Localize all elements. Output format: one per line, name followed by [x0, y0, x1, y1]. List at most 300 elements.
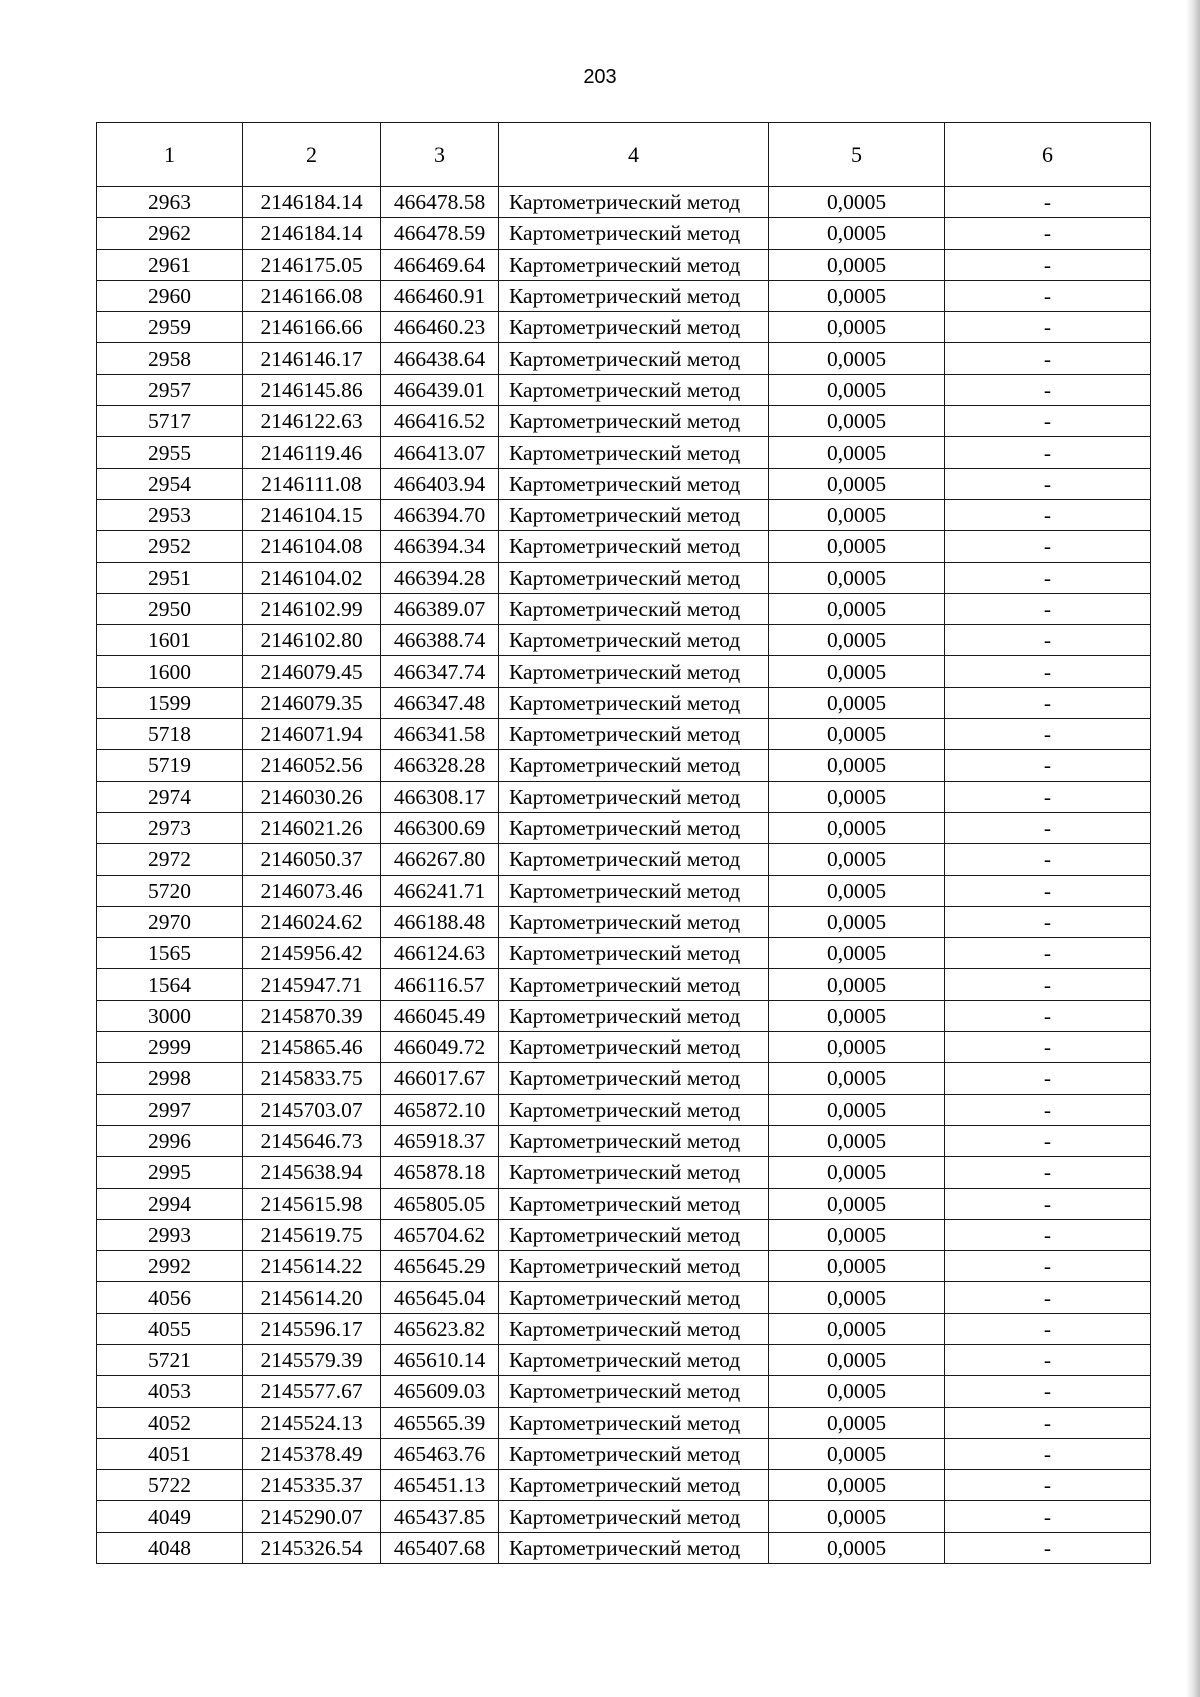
y-coordinate-cell: 466416.52	[381, 406, 499, 437]
point-number-cell: 5717	[97, 406, 243, 437]
table-row	[97, 343, 1151, 374]
note-cell: -	[945, 625, 1151, 656]
method-cell: Картометрический метод	[499, 1313, 769, 1344]
note-cell: -	[945, 1094, 1151, 1125]
accuracy-cell: 0,0005	[769, 249, 945, 280]
point-number-cell: 2955	[97, 437, 243, 468]
method-cell: Картометрический метод	[499, 593, 769, 624]
y-coordinate-cell: 466413.07	[381, 437, 499, 468]
header-cell-4: 4	[499, 123, 769, 187]
method-cell: Картометрический метод	[499, 719, 769, 750]
point-number-cell: 4055	[97, 1313, 243, 1344]
note-cell: -	[945, 875, 1151, 906]
x-coordinate-cell: 2145579.39	[243, 1344, 381, 1375]
method-cell: Картометрический метод	[499, 374, 769, 405]
y-coordinate-cell: 466124.63	[381, 938, 499, 969]
note-cell: -	[945, 1313, 1151, 1344]
point-number-cell: 2960	[97, 280, 243, 311]
x-coordinate-cell: 2145378.49	[243, 1438, 381, 1469]
point-number-cell: 2958	[97, 343, 243, 374]
table-row	[97, 1313, 1151, 1344]
accuracy-cell: 0,0005	[769, 312, 945, 343]
method-cell: Картометрический метод	[499, 1219, 769, 1250]
table-row	[97, 499, 1151, 530]
x-coordinate-cell: 2146052.56	[243, 750, 381, 781]
method-cell: Картометрический метод	[499, 750, 769, 781]
x-coordinate-cell: 2145596.17	[243, 1313, 381, 1344]
table-row	[97, 406, 1151, 437]
accuracy-cell: 0,0005	[769, 781, 945, 812]
note-cell: -	[945, 1219, 1151, 1250]
method-cell: Картометрический метод	[499, 1063, 769, 1094]
x-coordinate-cell: 2146166.66	[243, 312, 381, 343]
note-cell: -	[945, 187, 1151, 218]
point-number-cell: 2994	[97, 1188, 243, 1219]
y-coordinate-cell: 466308.17	[381, 781, 499, 812]
accuracy-cell: 0,0005	[769, 906, 945, 937]
y-coordinate-cell: 466328.28	[381, 750, 499, 781]
y-coordinate-cell: 465645.04	[381, 1282, 499, 1313]
y-coordinate-cell: 465565.39	[381, 1407, 499, 1438]
accuracy-cell: 0,0005	[769, 1282, 945, 1313]
note-cell: -	[945, 562, 1151, 593]
x-coordinate-cell: 2145290.07	[243, 1501, 381, 1532]
header-cell-3: 3	[381, 123, 499, 187]
note-cell: -	[945, 1344, 1151, 1375]
y-coordinate-cell: 466460.23	[381, 312, 499, 343]
method-cell: Картометрический метод	[499, 687, 769, 718]
method-cell: Картометрический метод	[499, 1188, 769, 1219]
accuracy-cell: 0,0005	[769, 593, 945, 624]
note-cell: -	[945, 938, 1151, 969]
note-cell: -	[945, 1063, 1151, 1094]
x-coordinate-cell: 2145646.73	[243, 1125, 381, 1156]
x-coordinate-cell: 2146030.26	[243, 781, 381, 812]
accuracy-cell: 0,0005	[769, 1251, 945, 1282]
note-cell: -	[945, 468, 1151, 499]
y-coordinate-cell: 466438.64	[381, 343, 499, 374]
point-number-cell: 2957	[97, 374, 243, 405]
point-number-cell: 2950	[97, 593, 243, 624]
note-cell: -	[945, 781, 1151, 812]
accuracy-cell: 0,0005	[769, 625, 945, 656]
accuracy-cell: 0,0005	[769, 1000, 945, 1031]
y-coordinate-cell: 466017.67	[381, 1063, 499, 1094]
point-number-cell: 1601	[97, 625, 243, 656]
y-coordinate-cell: 466049.72	[381, 1032, 499, 1063]
accuracy-cell: 0,0005	[769, 1376, 945, 1407]
y-coordinate-cell: 465878.18	[381, 1157, 499, 1188]
table-row	[97, 844, 1151, 875]
method-cell: Картометрический метод	[499, 812, 769, 843]
point-number-cell: 2998	[97, 1063, 243, 1094]
point-number-cell: 4056	[97, 1282, 243, 1313]
accuracy-cell: 0,0005	[769, 812, 945, 843]
note-cell: -	[945, 312, 1151, 343]
method-cell: Картометрический метод	[499, 1000, 769, 1031]
method-cell: Картометрический метод	[499, 1532, 769, 1563]
accuracy-cell: 0,0005	[769, 938, 945, 969]
y-coordinate-cell: 466300.69	[381, 812, 499, 843]
note-cell: -	[945, 437, 1151, 468]
note-cell: -	[945, 249, 1151, 280]
note-cell: -	[945, 812, 1151, 843]
table-row	[97, 1094, 1151, 1125]
table-row	[97, 218, 1151, 249]
point-number-cell: 4048	[97, 1532, 243, 1563]
x-coordinate-cell: 2146102.99	[243, 593, 381, 624]
x-coordinate-cell: 2146175.05	[243, 249, 381, 280]
y-coordinate-cell: 466469.64	[381, 249, 499, 280]
y-coordinate-cell: 465407.68	[381, 1532, 499, 1563]
table-row	[97, 593, 1151, 624]
point-number-cell: 4049	[97, 1501, 243, 1532]
accuracy-cell: 0,0005	[769, 437, 945, 468]
x-coordinate-cell: 2146050.37	[243, 844, 381, 875]
note-cell: -	[945, 1376, 1151, 1407]
note-cell: -	[945, 374, 1151, 405]
accuracy-cell: 0,0005	[769, 1188, 945, 1219]
scan-edge-shadow	[1186, 0, 1200, 1697]
y-coordinate-cell: 466347.74	[381, 656, 499, 687]
y-coordinate-cell: 466394.70	[381, 499, 499, 530]
table-row	[97, 906, 1151, 937]
y-coordinate-cell: 466389.07	[381, 593, 499, 624]
method-cell: Картометрический метод	[499, 656, 769, 687]
table-row	[97, 1251, 1151, 1282]
point-number-cell: 2953	[97, 499, 243, 530]
accuracy-cell: 0,0005	[769, 1032, 945, 1063]
y-coordinate-cell: 466188.48	[381, 906, 499, 937]
x-coordinate-cell: 2146184.14	[243, 187, 381, 218]
table-row	[97, 1063, 1151, 1094]
accuracy-cell: 0,0005	[769, 531, 945, 562]
point-number-cell: 1565	[97, 938, 243, 969]
y-coordinate-cell: 465805.05	[381, 1188, 499, 1219]
accuracy-cell: 0,0005	[769, 1157, 945, 1188]
table-row	[97, 969, 1151, 1000]
point-number-cell: 2961	[97, 249, 243, 280]
accuracy-cell: 0,0005	[769, 1063, 945, 1094]
table-row	[97, 1000, 1151, 1031]
y-coordinate-cell: 465645.29	[381, 1251, 499, 1282]
y-coordinate-cell: 465872.10	[381, 1094, 499, 1125]
table-row	[97, 1470, 1151, 1501]
x-coordinate-cell: 2145947.71	[243, 969, 381, 1000]
accuracy-cell: 0,0005	[769, 656, 945, 687]
method-cell: Картометрический метод	[499, 1282, 769, 1313]
note-cell: -	[945, 1032, 1151, 1063]
note-cell: -	[945, 844, 1151, 875]
table-row	[97, 1532, 1151, 1563]
accuracy-cell: 0,0005	[769, 187, 945, 218]
table-row	[97, 312, 1151, 343]
table-row	[97, 249, 1151, 280]
x-coordinate-cell: 2145614.20	[243, 1282, 381, 1313]
point-number-cell: 2952	[97, 531, 243, 562]
table-row	[97, 187, 1151, 218]
y-coordinate-cell: 466347.48	[381, 687, 499, 718]
header-cell-6: 6	[945, 123, 1151, 187]
point-number-cell: 2951	[97, 562, 243, 593]
accuracy-cell: 0,0005	[769, 499, 945, 530]
note-cell: -	[945, 1157, 1151, 1188]
table-row	[97, 875, 1151, 906]
accuracy-cell: 0,0005	[769, 1532, 945, 1563]
y-coordinate-cell: 466045.49	[381, 1000, 499, 1031]
y-coordinate-cell: 466116.57	[381, 969, 499, 1000]
table-row	[97, 437, 1151, 468]
table-row	[97, 1032, 1151, 1063]
table-row	[97, 1407, 1151, 1438]
method-cell: Картометрический метод	[499, 468, 769, 499]
method-cell: Картометрический метод	[499, 1157, 769, 1188]
point-number-cell: 2963	[97, 187, 243, 218]
note-cell: -	[945, 1438, 1151, 1469]
table-row	[97, 1282, 1151, 1313]
point-number-cell: 2954	[97, 468, 243, 499]
accuracy-cell: 0,0005	[769, 969, 945, 1000]
y-coordinate-cell: 466460.91	[381, 280, 499, 311]
accuracy-cell: 0,0005	[769, 750, 945, 781]
table-row	[97, 625, 1151, 656]
note-cell: -	[945, 1532, 1151, 1563]
y-coordinate-cell: 466394.28	[381, 562, 499, 593]
table-row	[97, 1188, 1151, 1219]
y-coordinate-cell: 466241.71	[381, 875, 499, 906]
x-coordinate-cell: 2146079.35	[243, 687, 381, 718]
point-number-cell: 2962	[97, 218, 243, 249]
method-cell: Картометрический метод	[499, 562, 769, 593]
table-row	[97, 1157, 1151, 1188]
method-cell: Картометрический метод	[499, 343, 769, 374]
note-cell: -	[945, 906, 1151, 937]
x-coordinate-cell: 2146122.63	[243, 406, 381, 437]
y-coordinate-cell: 465610.14	[381, 1344, 499, 1375]
x-coordinate-cell: 2146111.08	[243, 468, 381, 499]
accuracy-cell: 0,0005	[769, 1219, 945, 1250]
y-coordinate-cell: 465463.76	[381, 1438, 499, 1469]
accuracy-cell: 0,0005	[769, 1501, 945, 1532]
method-cell: Картометрический метод	[499, 1470, 769, 1501]
x-coordinate-cell: 2146021.26	[243, 812, 381, 843]
table-row	[97, 719, 1151, 750]
method-cell: Картометрический метод	[499, 1501, 769, 1532]
y-coordinate-cell: 465704.62	[381, 1219, 499, 1250]
note-cell: -	[945, 1407, 1151, 1438]
note-cell: -	[945, 1188, 1151, 1219]
point-number-cell: 2997	[97, 1094, 243, 1125]
note-cell: -	[945, 1000, 1151, 1031]
x-coordinate-cell: 2146104.15	[243, 499, 381, 530]
point-number-cell: 2996	[97, 1125, 243, 1156]
accuracy-cell: 0,0005	[769, 1125, 945, 1156]
y-coordinate-cell: 465623.82	[381, 1313, 499, 1344]
x-coordinate-cell: 2145833.75	[243, 1063, 381, 1094]
point-number-cell: 2973	[97, 812, 243, 843]
point-number-cell: 5719	[97, 750, 243, 781]
y-coordinate-cell: 466403.94	[381, 468, 499, 499]
method-cell: Картометрический метод	[499, 187, 769, 218]
note-cell: -	[945, 750, 1151, 781]
header-cell-2: 2	[243, 123, 381, 187]
method-cell: Картометрический метод	[499, 938, 769, 969]
accuracy-cell: 0,0005	[769, 1407, 945, 1438]
table-row	[97, 1376, 1151, 1407]
x-coordinate-cell: 2146073.46	[243, 875, 381, 906]
point-number-cell: 2972	[97, 844, 243, 875]
point-number-cell: 4052	[97, 1407, 243, 1438]
point-number-cell: 5721	[97, 1344, 243, 1375]
table-header-row	[97, 123, 1151, 187]
method-cell: Картометрический метод	[499, 499, 769, 530]
method-cell: Картометрический метод	[499, 280, 769, 311]
y-coordinate-cell: 465451.13	[381, 1470, 499, 1501]
accuracy-cell: 0,0005	[769, 1470, 945, 1501]
method-cell: Картометрический метод	[499, 1251, 769, 1282]
y-coordinate-cell: 466267.80	[381, 844, 499, 875]
table-row	[97, 1219, 1151, 1250]
accuracy-cell: 0,0005	[769, 1438, 945, 1469]
method-cell: Картометрический метод	[499, 1344, 769, 1375]
accuracy-cell: 0,0005	[769, 1344, 945, 1375]
x-coordinate-cell: 2146166.08	[243, 280, 381, 311]
table-row	[97, 531, 1151, 562]
accuracy-cell: 0,0005	[769, 562, 945, 593]
table-row	[97, 468, 1151, 499]
method-cell: Картометрический метод	[499, 1125, 769, 1156]
table-row	[97, 812, 1151, 843]
coordinates-table	[96, 122, 1151, 1564]
accuracy-cell: 0,0005	[769, 875, 945, 906]
note-cell: -	[945, 531, 1151, 562]
method-cell: Картометрический метод	[499, 437, 769, 468]
accuracy-cell: 0,0005	[769, 218, 945, 249]
page-number: 203	[583, 66, 617, 88]
x-coordinate-cell: 2146079.45	[243, 656, 381, 687]
y-coordinate-cell: 465609.03	[381, 1376, 499, 1407]
x-coordinate-cell: 2145615.98	[243, 1188, 381, 1219]
point-number-cell: 1599	[97, 687, 243, 718]
point-number-cell: 2992	[97, 1251, 243, 1282]
y-coordinate-cell: 466439.01	[381, 374, 499, 405]
y-coordinate-cell: 466341.58	[381, 719, 499, 750]
x-coordinate-cell: 2146104.08	[243, 531, 381, 562]
x-coordinate-cell: 2145335.37	[243, 1470, 381, 1501]
point-number-cell: 3000	[97, 1000, 243, 1031]
method-cell: Картометрический метод	[499, 406, 769, 437]
x-coordinate-cell: 2145614.22	[243, 1251, 381, 1282]
point-number-cell: 2959	[97, 312, 243, 343]
point-number-cell: 5722	[97, 1470, 243, 1501]
y-coordinate-cell: 465437.85	[381, 1501, 499, 1532]
accuracy-cell: 0,0005	[769, 374, 945, 405]
point-number-cell: 2999	[97, 1032, 243, 1063]
note-cell: -	[945, 280, 1151, 311]
x-coordinate-cell: 2146184.14	[243, 218, 381, 249]
note-cell: -	[945, 687, 1151, 718]
method-cell: Картометрический метод	[499, 875, 769, 906]
accuracy-cell: 0,0005	[769, 468, 945, 499]
table-row	[97, 656, 1151, 687]
x-coordinate-cell: 2145865.46	[243, 1032, 381, 1063]
point-number-cell: 2974	[97, 781, 243, 812]
accuracy-cell: 0,0005	[769, 406, 945, 437]
note-cell: -	[945, 343, 1151, 374]
table-body	[97, 187, 1151, 1564]
table-row	[97, 1125, 1151, 1156]
y-coordinate-cell: 466478.59	[381, 218, 499, 249]
note-cell: -	[945, 1125, 1151, 1156]
method-cell: Картометрический метод	[499, 1032, 769, 1063]
point-number-cell: 5720	[97, 875, 243, 906]
note-cell: -	[945, 593, 1151, 624]
point-number-cell: 1600	[97, 656, 243, 687]
method-cell: Картометрический метод	[499, 906, 769, 937]
x-coordinate-cell: 2145524.13	[243, 1407, 381, 1438]
accuracy-cell: 0,0005	[769, 343, 945, 374]
note-cell: -	[945, 406, 1151, 437]
note-cell: -	[945, 1282, 1151, 1313]
x-coordinate-cell: 2146024.62	[243, 906, 381, 937]
note-cell: -	[945, 218, 1151, 249]
note-cell: -	[945, 499, 1151, 530]
note-cell: -	[945, 719, 1151, 750]
x-coordinate-cell: 2145703.07	[243, 1094, 381, 1125]
accuracy-cell: 0,0005	[769, 844, 945, 875]
method-cell: Картометрический метод	[499, 1438, 769, 1469]
x-coordinate-cell: 2145956.42	[243, 938, 381, 969]
table-row	[97, 562, 1151, 593]
note-cell: -	[945, 656, 1151, 687]
point-number-cell: 5718	[97, 719, 243, 750]
method-cell: Картометрический метод	[499, 218, 769, 249]
table-row	[97, 1438, 1151, 1469]
method-cell: Картометрический метод	[499, 1376, 769, 1407]
x-coordinate-cell: 2146146.17	[243, 343, 381, 374]
table-row	[97, 374, 1151, 405]
method-cell: Картометрический метод	[499, 1094, 769, 1125]
x-coordinate-cell: 2145326.54	[243, 1532, 381, 1563]
accuracy-cell: 0,0005	[769, 1094, 945, 1125]
accuracy-cell: 0,0005	[769, 1313, 945, 1344]
x-coordinate-cell: 2146145.86	[243, 374, 381, 405]
note-cell: -	[945, 969, 1151, 1000]
table-row	[97, 750, 1151, 781]
table-row	[97, 280, 1151, 311]
point-number-cell: 1564	[97, 969, 243, 1000]
x-coordinate-cell: 2145619.75	[243, 1219, 381, 1250]
note-cell: -	[945, 1251, 1151, 1282]
method-cell: Картометрический метод	[499, 625, 769, 656]
table-row	[97, 938, 1151, 969]
method-cell: Картометрический метод	[499, 844, 769, 875]
table-row	[97, 1501, 1151, 1532]
method-cell: Картометрический метод	[499, 1407, 769, 1438]
y-coordinate-cell: 465918.37	[381, 1125, 499, 1156]
accuracy-cell: 0,0005	[769, 687, 945, 718]
table-row	[97, 687, 1151, 718]
header-cell-1: 1	[97, 123, 243, 187]
table-row	[97, 1344, 1151, 1375]
x-coordinate-cell: 2145870.39	[243, 1000, 381, 1031]
y-coordinate-cell: 466478.58	[381, 187, 499, 218]
note-cell: -	[945, 1501, 1151, 1532]
method-cell: Картометрический метод	[499, 781, 769, 812]
x-coordinate-cell: 2145638.94	[243, 1157, 381, 1188]
y-coordinate-cell: 466394.34	[381, 531, 499, 562]
point-number-cell: 2993	[97, 1219, 243, 1250]
